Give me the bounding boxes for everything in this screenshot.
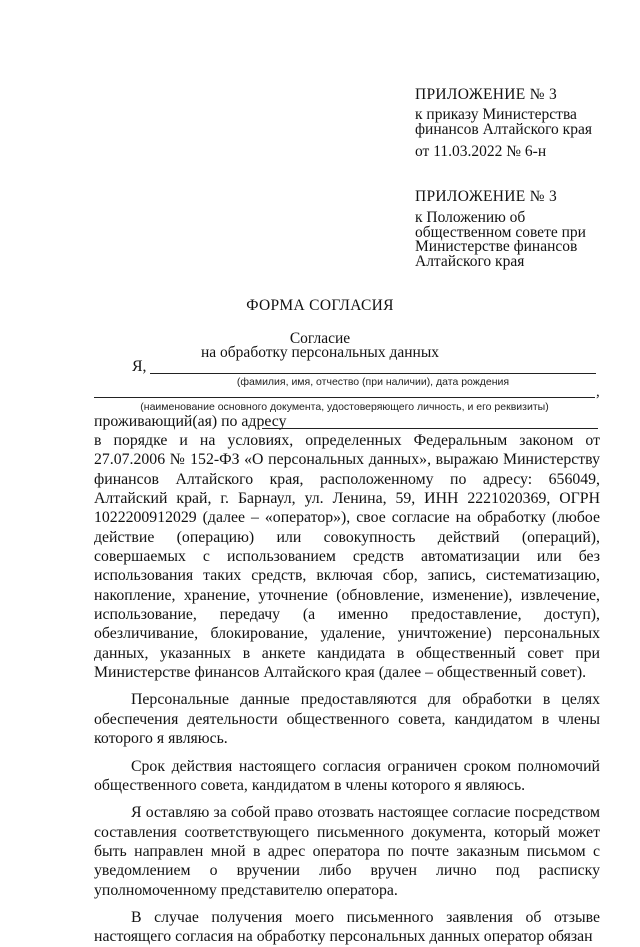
paragraph-revocation: Я оставляю за собой право отозвать настоящее согласие посредством составления соответствующего письменного документа, который может быть направлен мной в адрес оператора по почте заказным письмом с уведомлением о вручении либо вручен лично под расписку уполномоченному представителю оператора. [94,804,600,899]
appendix-2-line-1: к Положению об [415,209,526,226]
address-blank-line[interactable] [262,428,598,429]
consent-subtitle: на обработку персональных данных [201,344,439,361]
residing-label: проживающий(ая) по адресу [94,413,287,430]
paragraph-term: Срок действия настоящего согласия ограничен сроком полномочий общественного совета, кандидатом в члены которого я являюсь. [94,757,600,794]
paragraph-consent: в порядке и на условиях, определенных Федеральным законом от 27.07.2006 № 152-ФЗ «О персональных данных», выражаю Министерству финансов Алтайского края, расположенному по адресу: 656049, Алтайский край, г. Барнаул, ул. Ленина, 59, ИНН 2221020369, ОГРН 1022200912029 (далее – «оператор»), свое согласие на обработку (любое действие (операцию) или совокупность действий (операций), совершаемых с использованием средств автоматизации или без использования таких средств, включая сбор, запись, систематизацию, накопление, хранение, уточнение (обновление, изменение), извлечение, использование, передачу (а именно предоставление, доступ), обезличивание, блокирование, удаление, уничтожение) персональных данных, указанных в анкете кандидата в общественный совет при Министерстве финансов Алтайского края (далее – общественный совет). [94,432,600,682]
name-hint: (фамилия, имя, отчество (при наличии), дата рождения [236,376,510,388]
appendix-1-title: ПРИЛОЖЕНИЕ № 3 [415,86,558,103]
appendix-2-line-2: общественном совете при [415,224,586,241]
consent-title: Согласие [289,330,351,347]
appendix-2-line-3: Министерстве финансов [415,238,578,255]
name-blank-line[interactable] [150,373,596,374]
consent-body [94,431,600,947]
appendix-1-line-2: финансов Алтайского края [415,121,592,138]
appendix-2-line-4: Алтайского края [415,253,525,270]
document-blank-line[interactable] [94,397,595,398]
paragraph-obligation: В случае получения моего письменного заявления об отзыве настоящего согласия на обработку персональных данных оператор обязан [94,908,600,946]
paragraph-purpose: Персональные данные предоставляются для обработки в целях обеспечения деятельности общественного совета, кандидатом в члены которого я являюсь. [94,691,600,748]
appendix-1-line-3: от 11.03.2022 № 6-н [415,143,547,160]
appendix-2-title: ПРИЛОЖЕНИЕ № 3 [415,188,558,205]
form-title: ФОРМА СОГЛАСИЯ [246,297,394,314]
comma-mark: , [596,384,600,400]
i-label: Я, [132,358,147,375]
appendix-1-line-1: к приказу Министерства [415,106,577,123]
document-hint: (наименование основного документа, удостоверяющего личность, и его реквизиты) [140,401,549,413]
